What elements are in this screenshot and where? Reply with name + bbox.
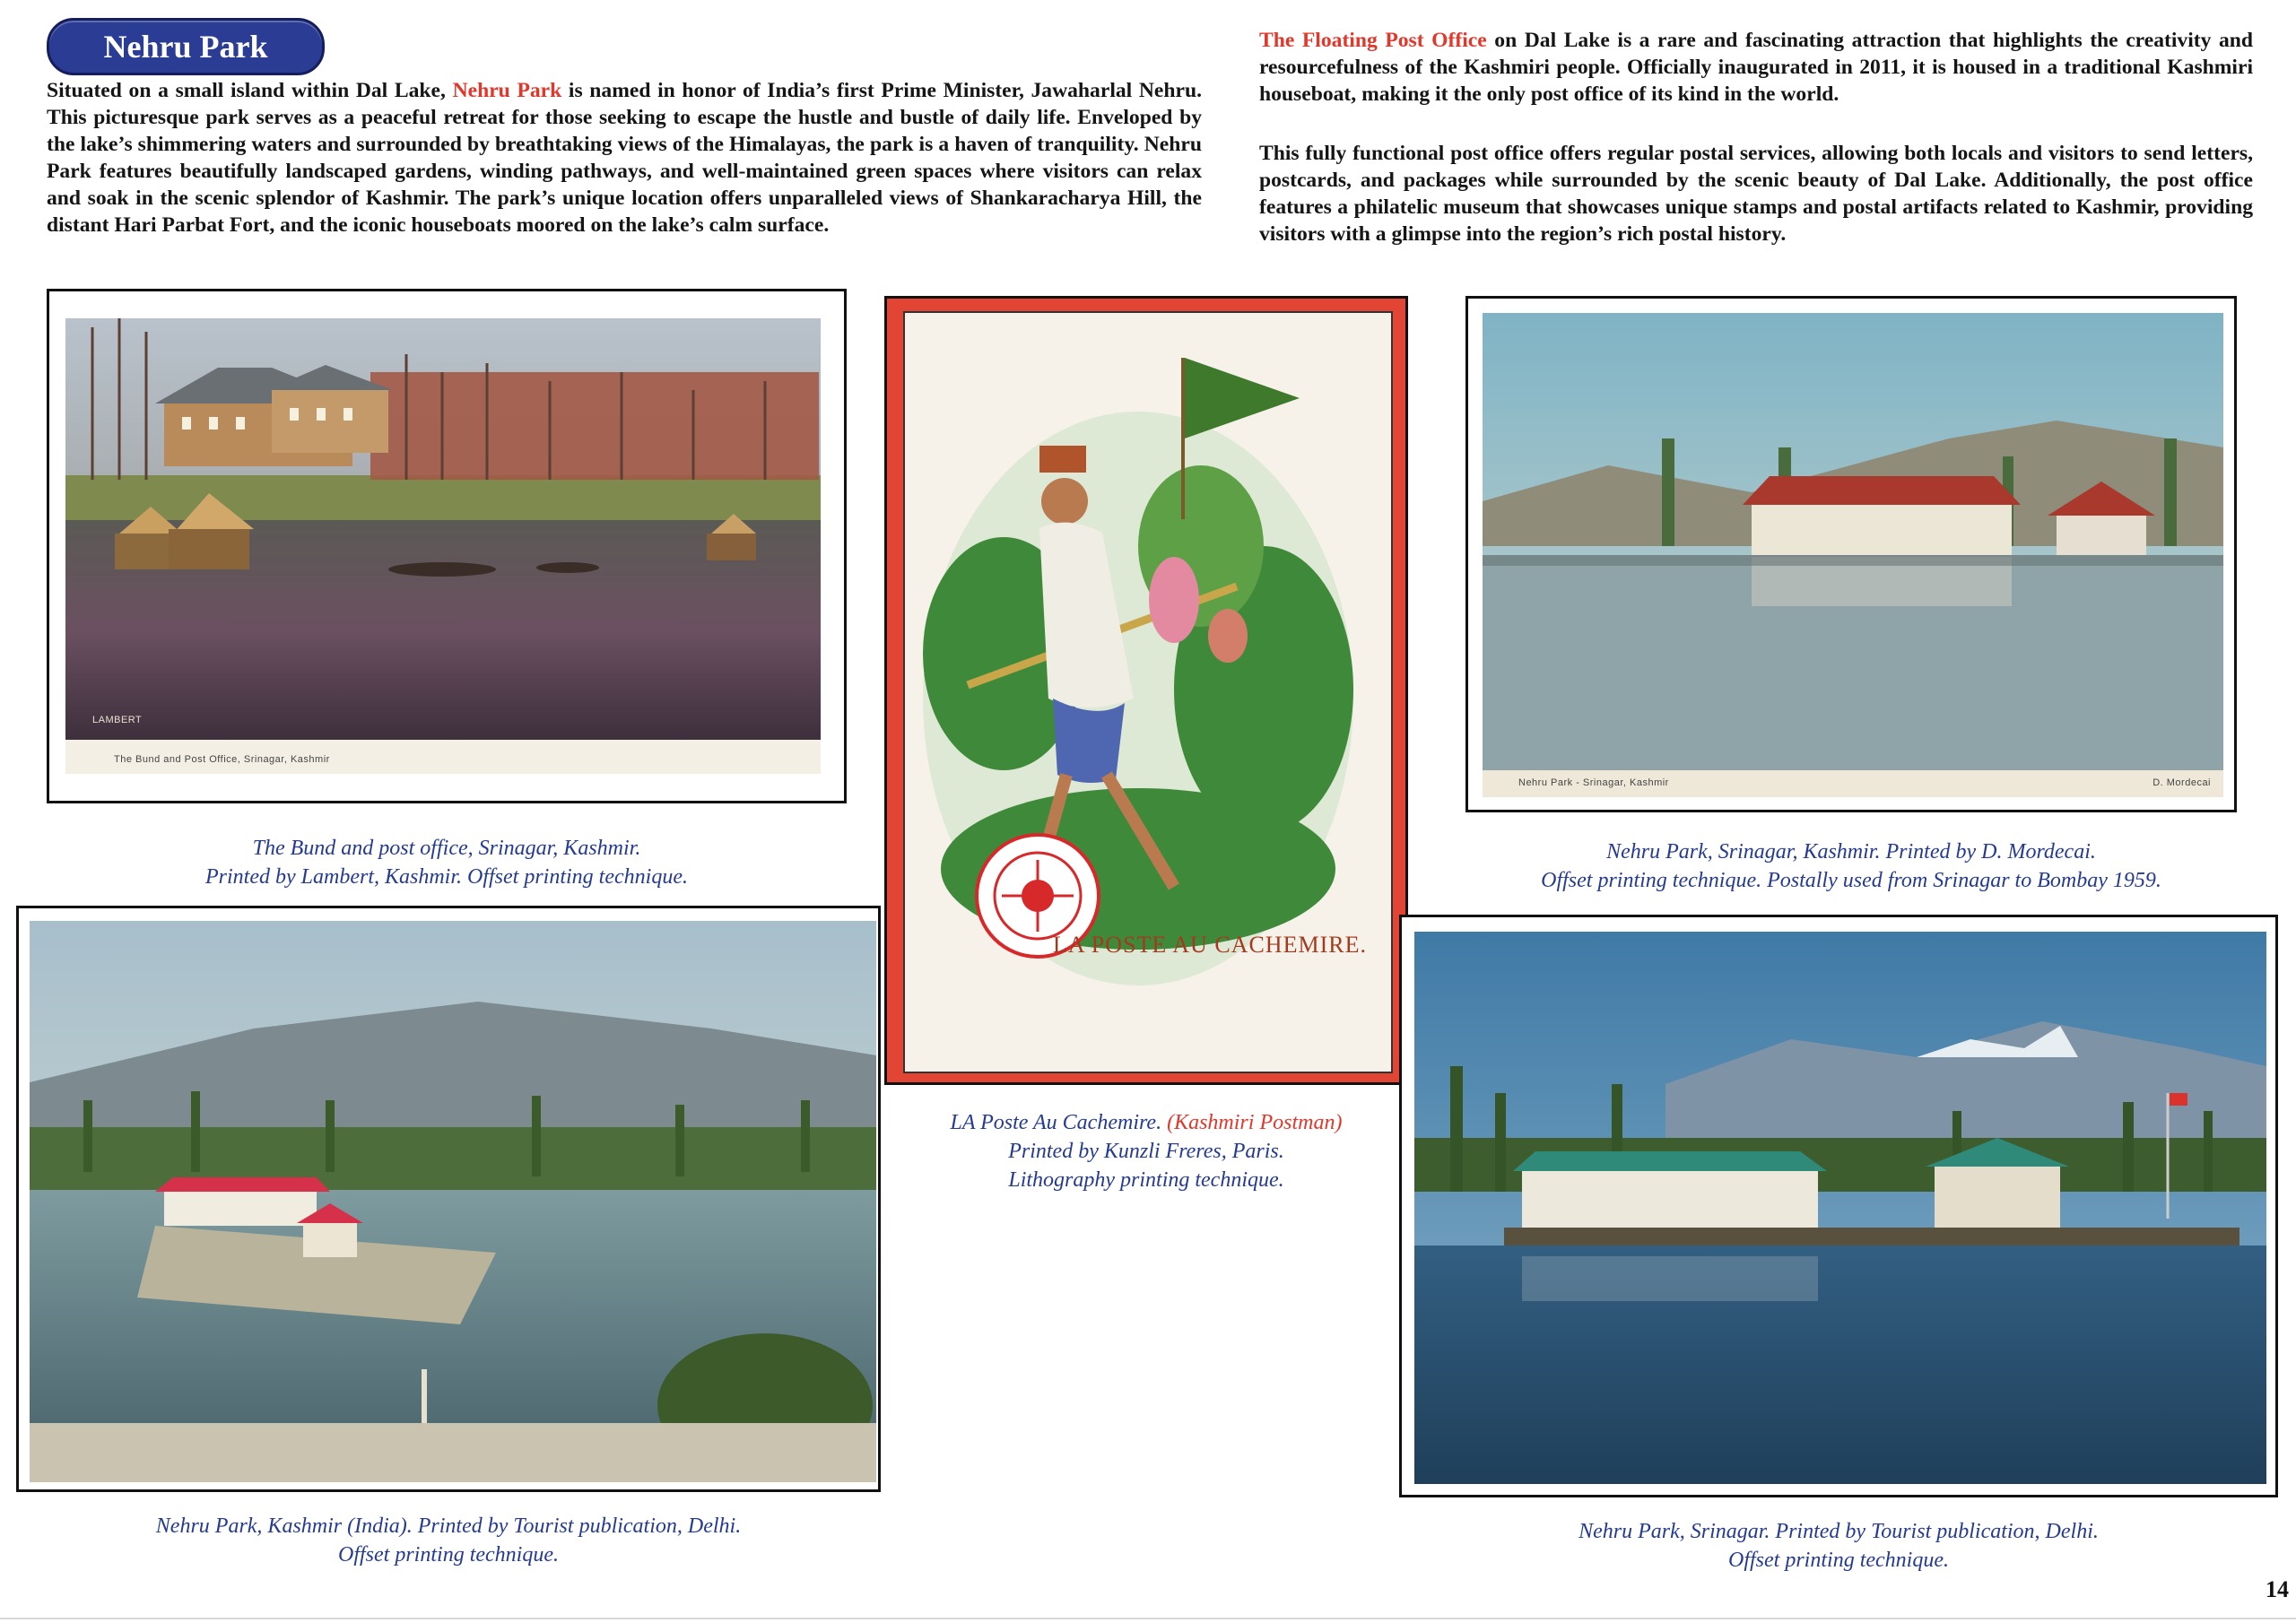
caption-postman-line3: Lithography printing technique. xyxy=(1008,1168,1284,1192)
caption-mordecai xyxy=(1465,838,2237,895)
postcard-tourist-srinagar-image xyxy=(1414,932,2266,1484)
postcard-frame-tourist-kashmir xyxy=(16,906,881,1492)
caption-tourist-kashmir-line1: Nehru Park, Kashmir (India). Printed by Tourist publication, Delhi. xyxy=(155,1515,742,1538)
bund-scene-illustration xyxy=(65,318,821,774)
caption-tourist-kashmir-line2: Offset printing technique. xyxy=(338,1543,559,1567)
postcard-postman-image xyxy=(903,311,1393,1073)
postal-services-paragraph: This fully functional post office offers regular postal services, allowing both locals and visitors to send letters, postcards, and packages while surrounded by the scenic beauty of Dal Lake. Additionally, the post office features a philatelic museum that showcases unique stamps and postal artifacts related to Kashmir, providing visitors with a glimpse into the region’s rich postal history. xyxy=(1259,142,2253,246)
caption-bund-line1: The Bund and post office, Srinagar, Kashmir. xyxy=(252,837,641,860)
intro-text-pre: Situated on a small island within Dal Lake, xyxy=(47,79,453,102)
caption-mordecai-line1: Nehru Park, Srinagar, Kashmir. Printed by D. Mordecai. xyxy=(1606,840,2096,864)
caption-postman-title: LA Poste Au Cachemire. xyxy=(950,1111,1168,1134)
caption-postman-line1 xyxy=(884,1108,1408,1137)
caption-postman-line2: Printed by Kunzli Freres, Paris. xyxy=(1008,1140,1284,1163)
intro-paragraph xyxy=(47,77,1202,239)
postcard-mordecai-image xyxy=(1483,313,2223,797)
caption-tourist-srinagar-line1: Nehru Park, Srinagar. Printed by Tourist publication, Delhi. xyxy=(1578,1520,2099,1543)
postcard-frame-postman xyxy=(884,296,1408,1085)
caption-postman xyxy=(884,1108,1408,1194)
section-title: Nehru Park xyxy=(47,18,325,75)
mordecai-scene-illustration xyxy=(1483,313,2223,797)
postman-card-title: LA POSTE AU CACHEMIRE. xyxy=(1053,932,1367,958)
bund-imprint-publisher: LAMBERT xyxy=(92,715,143,725)
postcard-frame-tourist-srinagar xyxy=(1399,915,2278,1497)
tourist-srinagar-scene-illustration xyxy=(1414,932,2266,1484)
bund-imprint-title: The Bund and Post Office, Srinagar, Kashmir xyxy=(114,754,330,765)
floating-post-office-paragraph xyxy=(1259,27,2253,108)
mordecai-imprint-title: Nehru Park - Srinagar, Kashmir xyxy=(1518,777,1669,788)
bottom-rule xyxy=(0,1618,2296,1619)
postcard-frame-bund xyxy=(47,289,847,803)
mordecai-imprint-publisher: D. Mordecai xyxy=(2152,777,2211,788)
caption-bund xyxy=(47,834,847,891)
caption-tourist-kashmir xyxy=(16,1512,881,1569)
caption-mordecai-line2: Offset printing technique. Postally used from Srinagar to Bombay 1959. xyxy=(1541,869,2161,892)
caption-postman-highlight: (Kashmiri Postman) xyxy=(1167,1111,1343,1134)
intro-text-post: is named in honor of India’s first Prime Minister, Jawaharlal Nehru. This picturesque park serves as a peaceful retreat for those seeking to escape the hustle and bustle of daily life. Enveloped by the lake’s shimmering waters and surrounded by breathtaking views of the Himalayas, the park is a haven of tranquility. Nehru Park features beautifully landscaped gardens, winding pathways, and well-maintained green spaces where visitors can relax and soak in the scenic splendor of Kashmir. The park’s unique location offers unparalleled views of Shankaracharya Hill, the distant Hari Parbat Fort, and the iconic houseboats moored on the lake’s calm surface. xyxy=(47,79,1203,237)
postcard-frame-mordecai xyxy=(1465,296,2237,812)
nehru-park-highlight: Nehru Park xyxy=(452,79,562,102)
floating-post-office-text: on Dal Lake is a rare and fascinating attraction that highlights the creativity and resourcefulness of the Kashmiri people. Officially inaugurated in 2011, it is housed in a traditional Kashmiri houseboat, making it the only post office of its kind in the world. xyxy=(1259,29,2254,106)
postcard-bund-image xyxy=(65,318,821,774)
floating-post-office-highlight: The Floating Post Office xyxy=(1259,29,1487,52)
postcard-tourist-kashmir-image xyxy=(30,921,876,1482)
page-number: 14 xyxy=(2266,1576,2289,1602)
tourist-kashmir-scene-illustration xyxy=(30,921,876,1482)
caption-tourist-srinagar xyxy=(1399,1517,2278,1575)
caption-bund-line2: Printed by Lambert, Kashmir. Offset printing technique. xyxy=(205,865,688,889)
caption-tourist-srinagar-line2: Offset printing technique. xyxy=(1728,1549,1949,1572)
